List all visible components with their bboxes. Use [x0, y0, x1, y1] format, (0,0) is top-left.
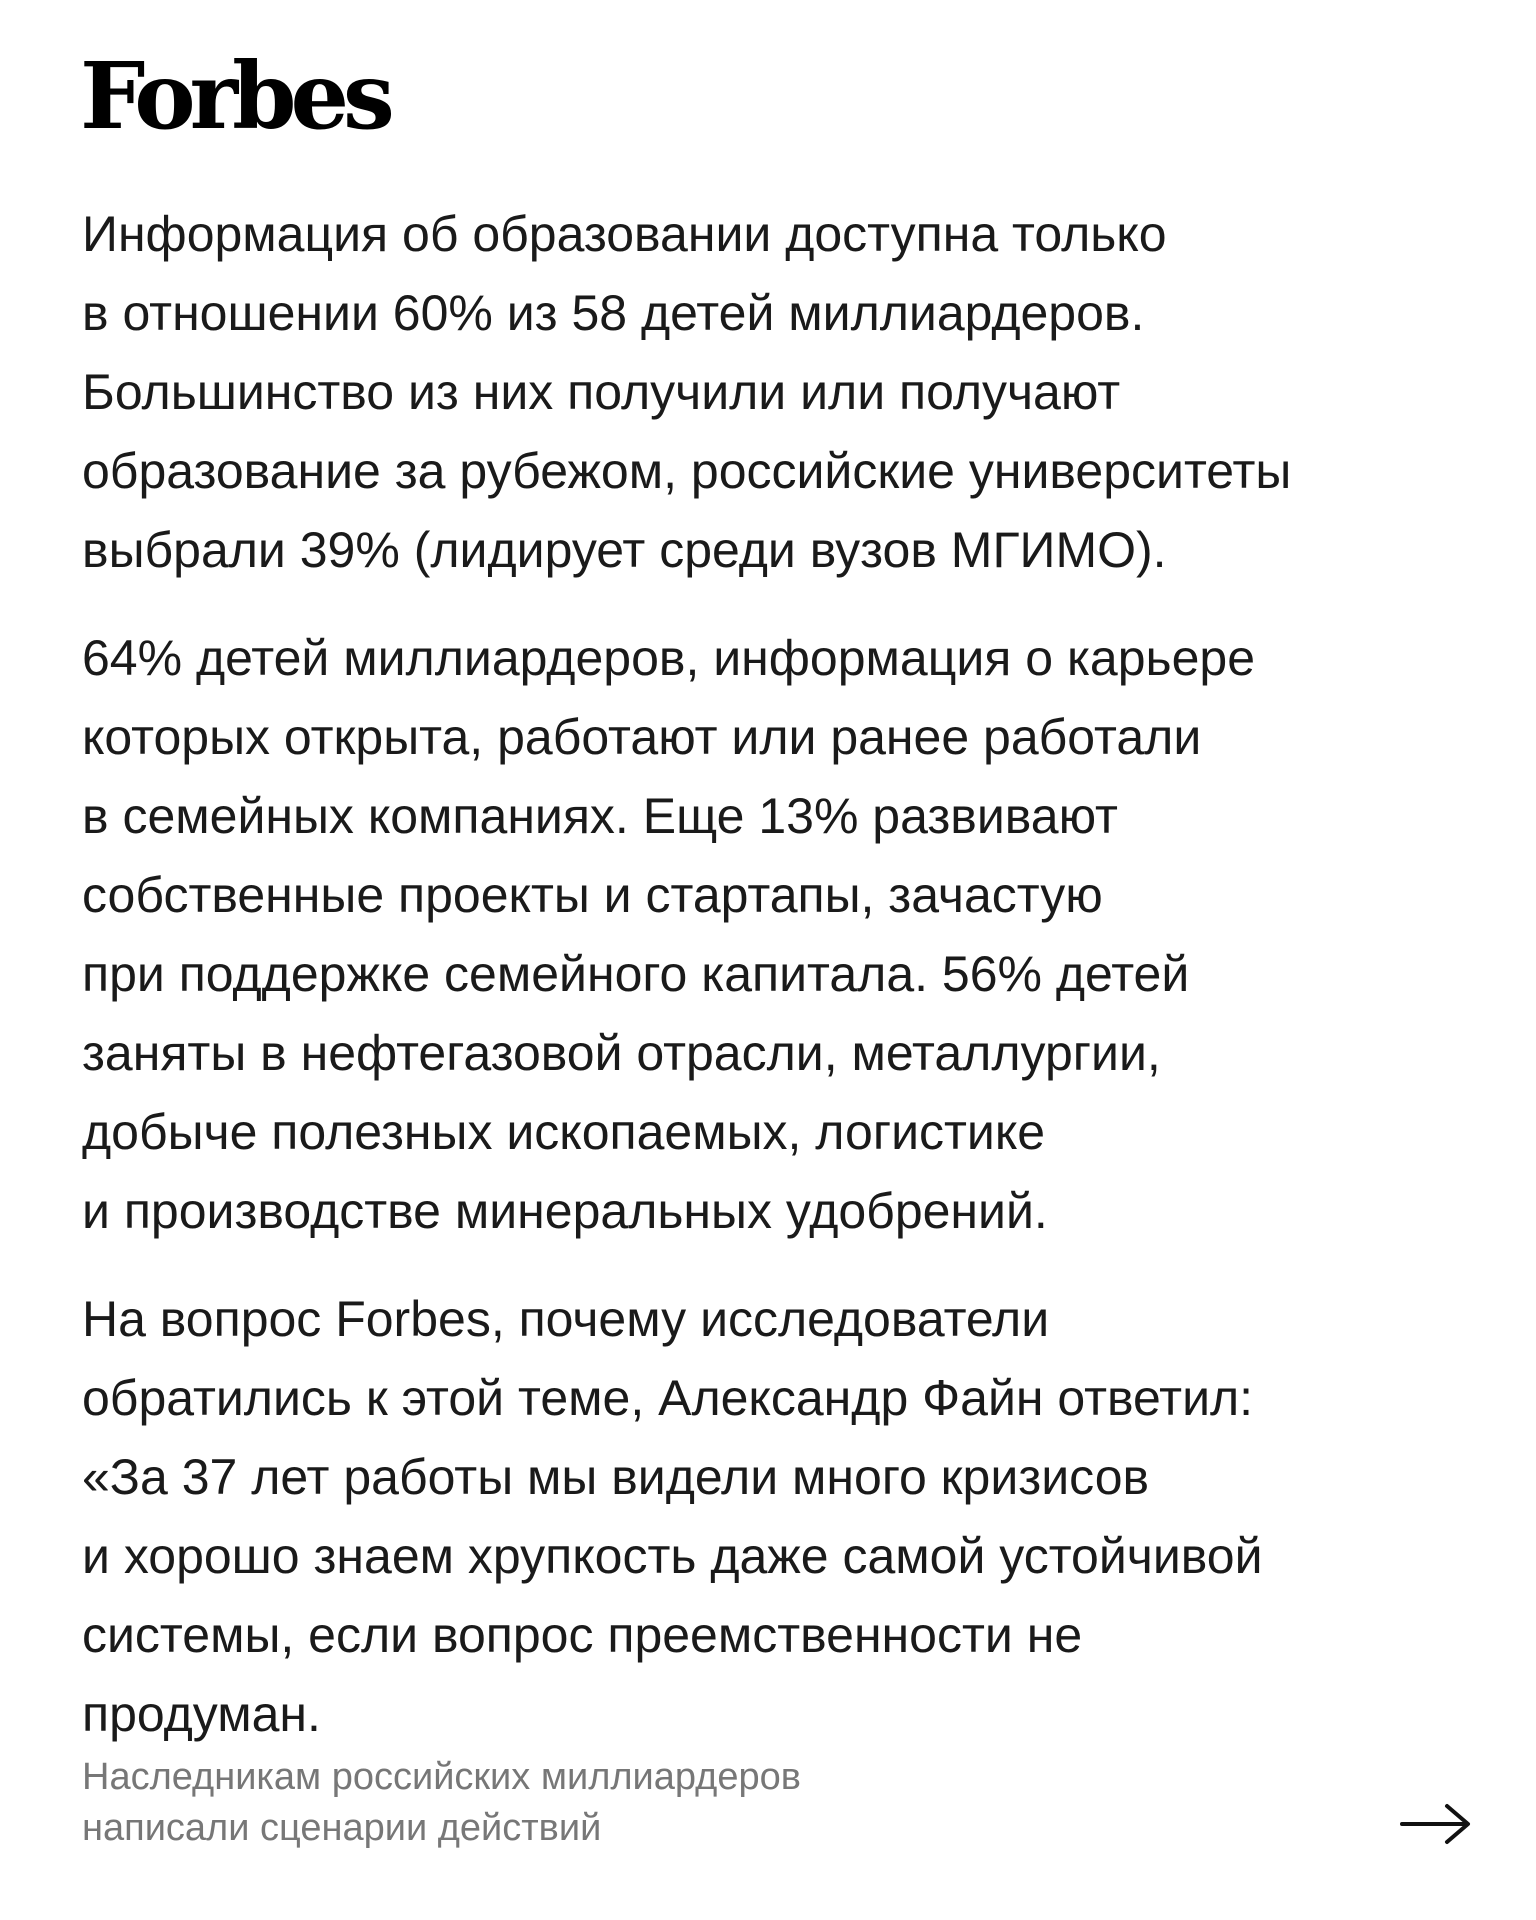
- article-paragraph-career: 64% детей миллиардеров, информация о карьере которых открыта, работают или ранее работали в семейных компаниях. Еще 13% развивают собственные проекты и стартапы, зачастую при поддержке семейного капитала. 56% детей заняты в нефтегазовой отрасли, металлургии, добыче полезных ископаемых, логистике и производстве минеральных удобрений.: [82, 630, 1256, 1239]
- related-article-title[interactable]: Наследникам российских миллиардеров написали сценарии действий: [82, 1756, 801, 1849]
- related-article-link[interactable]: [82, 1752, 1472, 1862]
- forbes-logo[interactable]: Forbes: [80, 42, 389, 150]
- arrow-right-icon[interactable]: [1400, 1802, 1472, 1846]
- article-body: [82, 195, 1482, 1783]
- article-paragraph-quote: На вопрос Forbes, почему исследователи обратились к этой теме, Александр Файн ответил: «За 37 лет работы мы видели много кризисов и хорошо знаем хрупкость даже самой устойчивой системы, если вопрос преемственности не продуман.: [82, 1291, 1263, 1742]
- article-page: [82, 0, 1472, 1920]
- article-paragraph-education: Информация об образовании доступна только в отношении 60% из 58 детей миллиардеров. Большинство из них получили или получают образование за рубежом, российские университеты выбрали 39% (лидирует среди вузов МГИМО).: [82, 206, 1292, 578]
